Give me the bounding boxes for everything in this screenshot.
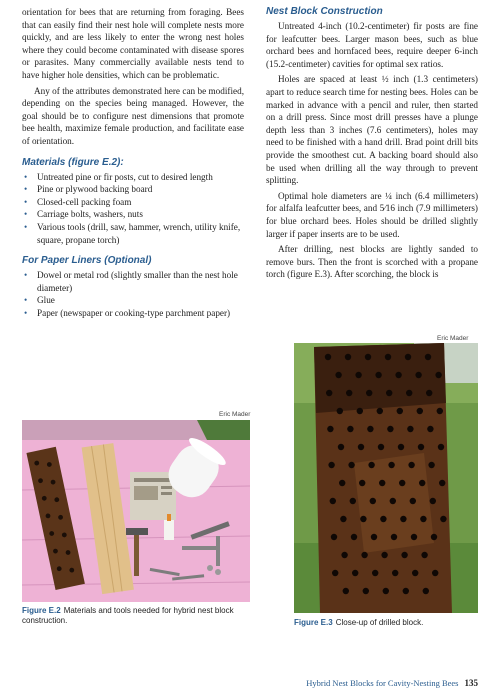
materials-heading: Materials (figure E.2): <box>22 156 124 168</box>
liners-list <box>22 269 244 319</box>
liners-heading: For Paper Liners (Optional) <box>22 255 152 267</box>
left-column <box>22 6 244 321</box>
list-item: • Paper (newspaper or cooking-type parchment paper) <box>34 307 244 320</box>
page-number: 135 <box>464 678 478 688</box>
figure-label: Figure E.2 <box>22 606 61 615</box>
list-item: • Closed-cell packing foam <box>34 196 244 209</box>
materials-list <box>22 171 244 247</box>
caption-text: Materials and tools needed for hybrid nest block construction. <box>22 606 234 625</box>
drilled-block-photo <box>294 343 478 613</box>
body-paragraph: Holes are spaced at least ½ inch (1.3 centimeters) apart to reduce search time for nesting bees. Holes can be marked in advance with a pencil and ruler, then started on a drill press. Since most drill presses have a plunge depth less than 3 inches (7.6 centimeters), holes may need to be finished with a hand drill. Brad point drill bits provide the smoothest cut. A backing board should also be used when drilling all the way through to prevent splitting. <box>266 74 478 186</box>
list-item: • Various tools (drill, saw, hammer, wrench, utility knife, square, propane torch) <box>34 221 244 246</box>
figure-caption <box>294 618 480 628</box>
construction-heading: Nest Block Construction <box>266 6 383 17</box>
body-paragraph: After drilling, nest blocks are lightly sanded to remove burs. Then the front is scorched with a propane torch (figure E.3). After scorching, the block is <box>266 244 478 280</box>
body-paragraph: orientation for bees that are returning from foraging. Bees that can easily find their nest hole will complete nests more quickly, and are less likely to enter the wrong nest holes where they could become contaminated with disease spores or parasites. Many commercially available nests tend to have higher hole densities, which can be problematic. <box>22 7 244 80</box>
running-title: Hybrid Nest Blocks for Cavity-Nesting Bees <box>306 678 459 688</box>
list-item: • Dowel or metal rod (slightly smaller than the nest hole diameter) <box>34 269 244 294</box>
photo-credit: Eric Mader <box>437 335 469 342</box>
materials-photo <box>22 420 250 602</box>
photo-credit: Eric Mader <box>219 411 251 418</box>
list-item: • Glue <box>34 294 244 307</box>
figure-caption <box>22 606 252 626</box>
list-item: • Carriage bolts, washers, nuts <box>34 208 244 221</box>
body-paragraph: Untreated 4-inch (10.2-centimeter) fir posts are fine for leafcutter bees. Larger mason bees, such as blue orchard bees and hornfaced bees, require deeper 6-inch (15.2-centimeter) cavities for optimal sex ratios. <box>266 21 478 69</box>
right-column <box>266 6 478 284</box>
list-item: • Untreated pine or fir posts, cut to desired length <box>34 171 244 184</box>
figure-label: Figure E.3 <box>294 618 333 627</box>
caption-text: Close-up of drilled block. <box>335 618 424 627</box>
body-paragraph: Optimal hole diameters are ¼ inch (6.4 millimeters) for alfalfa leafcutter bees, and 5⁄16 inch (7.9 millimeters) for blue orchard bees. Holes should be drilled slightly larger if paper inserts are to be used. <box>266 190 478 239</box>
body-paragraph: Any of the attributes demonstrated here can be modified, depending on the species being managed. However, the goal should be to configure nest dimensions that promote bee health, maximize female production, and facilitate ease of orientation. <box>22 85 244 146</box>
page-footer <box>306 678 478 688</box>
list-item: • Pine or plywood backing board <box>34 183 244 196</box>
